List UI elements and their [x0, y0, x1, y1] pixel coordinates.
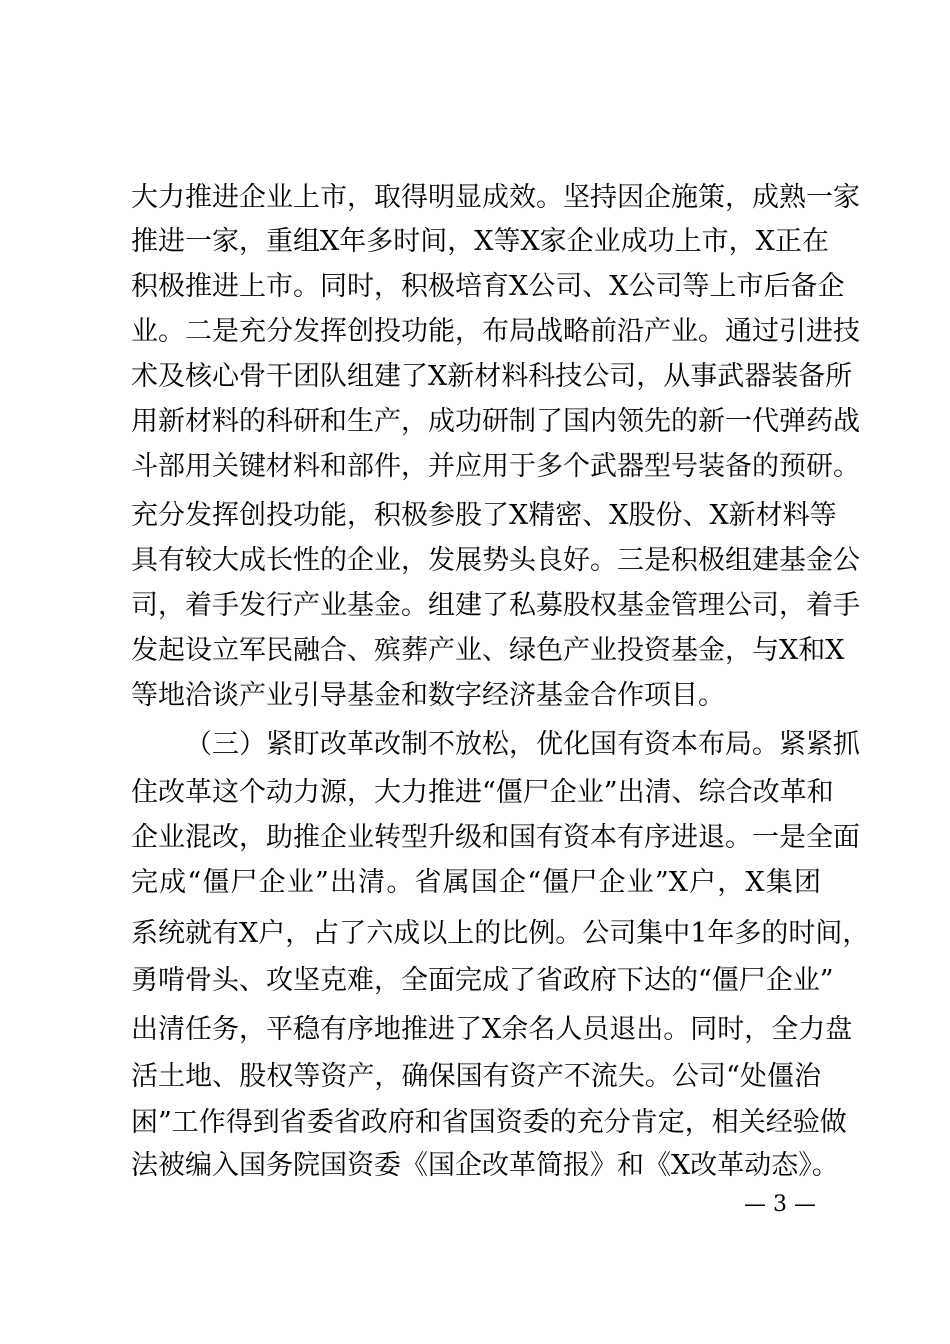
paragraph-1-line-7: 斗部用关键材料和部件，并应用于多个武器型号装备的预研。: [131, 451, 860, 482]
paragraph-1-line-3: 积极推进上市。同时，积极培育X公司、X公司等上市后备企: [131, 271, 845, 302]
paragraph-1-line-10: 司，着手发行产业基金。组建了私募股权基金管理公司，着手: [131, 590, 860, 621]
paragraph-2-line-6: 勇啃骨头、攻坚克难，全面完成了省政府下达的“僵尸企业”: [131, 965, 834, 996]
paragraph-1-line-9: 具有较大成长性的企业，发展势头良好。三是积极组建基金公: [131, 545, 860, 576]
paragraph-1-line-4: 业。二是充分发挥创投功能，布局战略前沿产业。通过引进技: [131, 316, 860, 347]
paragraph-1-line-1: 大力推进企业上市，取得明显成效。坚持因企施策，成熟一家: [131, 182, 860, 213]
paragraph-2-line-9: 困”工作得到省委省政府和省国资委的充分肯定，相关经验做: [131, 1107, 847, 1138]
paragraph-1-line-6: 用新材料的科研和生产，成功研制了国内领先的新一代弹药战: [131, 406, 860, 437]
paragraph-1-line-12: 等地洽谈产业引导基金和数字经济基金合作项目。: [131, 680, 725, 711]
paragraph-2-line-1: （三）紧盯改革改制不放松，优化国有资本布局。紧紧抓: [185, 729, 860, 760]
paragraph-2-line-3: 企业混改，助推企业转型升级和国有资本有序进退。一是全面: [131, 822, 860, 853]
paragraph-1-line-8: 充分发挥创投功能，积极参股了X精密、X股份、X新材料等: [131, 500, 837, 531]
paragraph-1-line-11: 发起设立军民融合、殡葬产业、绿色产业投资基金，与X和X: [131, 635, 845, 666]
paragraph-2-line-10: 法被编入国务院国资委《国企改革简报》和《X改革动态》。: [131, 1150, 839, 1181]
paragraph-2-line-8: 活土地、股权等资产，确保国有资产不流失。公司“处僵治: [131, 1061, 821, 1092]
paragraph-1-line-5: 术及核心骨干团队组建了X新材料科技公司，从事武器装备所: [131, 361, 853, 392]
paragraph-2-line-7: 出清任务，平稳有序地推进了X余名人员退出。同时，全力盘: [131, 1014, 853, 1045]
page-number: — 3 —: [744, 1192, 816, 1217]
paragraph-2-line-2: 住改革这个动力源，大力推进“僵尸企业”出清、综合改革和: [131, 777, 834, 808]
paragraph-1-line-2: 推进一家，重组X年多时间，X等X家企业成功上市，X正在: [131, 226, 829, 257]
paragraph-2-line-4: 完成“僵尸企业”出清。省属国企“僵尸企业”X户，X集团: [131, 867, 821, 898]
paragraph-2-line-5: 系统就有X户，占了六成以上的比例。公司集中1年多的时间，: [131, 918, 870, 949]
